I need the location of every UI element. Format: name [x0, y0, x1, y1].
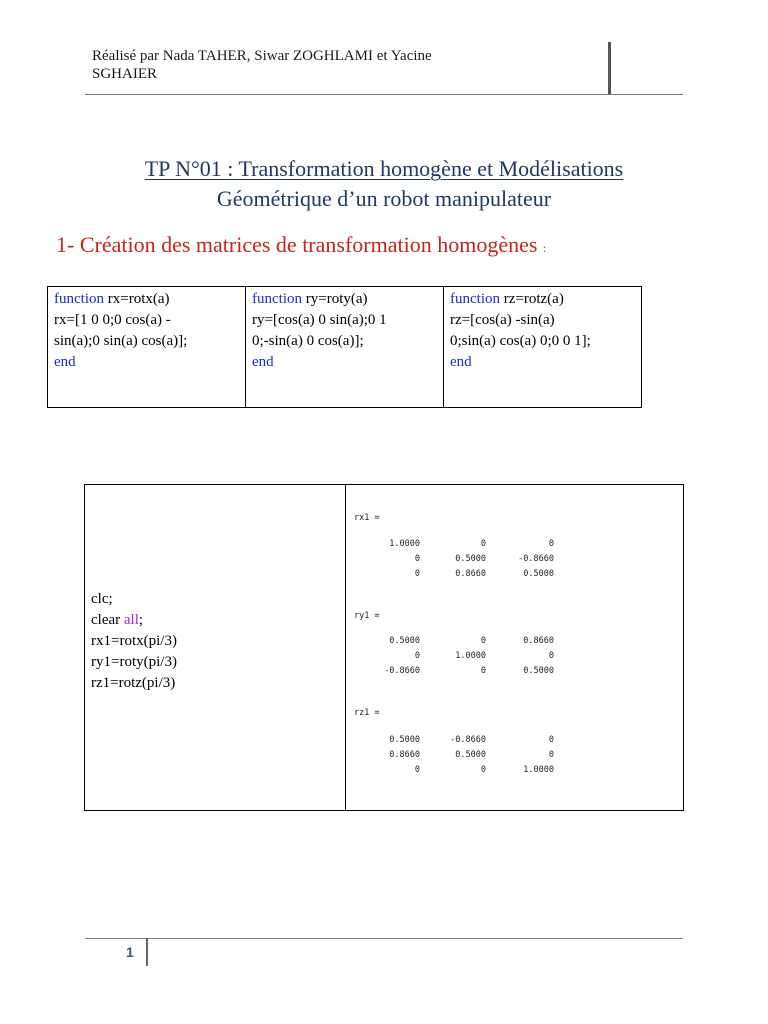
matrix-cell: 0	[414, 569, 420, 579]
header-vertical-bar	[608, 42, 611, 94]
function-body-line: rz=[cos(a) -sin(a)	[450, 312, 555, 328]
matrix-row	[346, 636, 556, 648]
matrix-cell: 0.5000	[523, 666, 554, 676]
matrix-cell: 0	[548, 651, 554, 661]
matrix-cell: 0	[480, 666, 486, 676]
matrix-cell: 1.0000	[523, 765, 554, 775]
keyword-function: function	[252, 291, 302, 307]
title-line1: TP N°01 : Transformation homogène et Modélisations	[144, 156, 624, 181]
matrix-cell: 0.5000	[455, 750, 486, 760]
function-cell-rotx	[48, 287, 246, 408]
matrix-cell: 0	[414, 651, 420, 661]
function-definitions-table	[47, 286, 642, 408]
matrix-cell: 0	[414, 765, 420, 775]
header-authors-line2: SGHAIER	[92, 66, 158, 82]
function-body-line: sin(a);0 sin(a) cos(a)];	[54, 333, 188, 349]
footer-vertical-bar	[146, 938, 148, 966]
matrix-cell: 0	[480, 636, 486, 646]
matrix-cell: 0	[414, 554, 420, 564]
script-text: ;	[138, 612, 144, 628]
matrix-cell: 1.0000	[455, 651, 486, 661]
function-body-line: 0;-sin(a) 0 cos(a)];	[252, 333, 364, 349]
matrix-row	[346, 765, 556, 777]
matrix-cell: 0.8660	[523, 636, 554, 646]
keyword-end: end	[450, 354, 472, 370]
matrix-row	[346, 666, 556, 678]
matrix-row	[346, 651, 556, 663]
matrix-cell: -0.8660	[384, 666, 420, 676]
function-body-line: ry=[cos(a) 0 sin(a);0 1	[252, 312, 387, 328]
matrix-row	[346, 735, 556, 747]
footer-rule	[85, 938, 683, 939]
script-output-table	[84, 484, 684, 811]
script-text: clear	[91, 612, 124, 628]
output-label-rx1: rx1 =	[354, 513, 380, 523]
title-line2: Géométrique d’un robot manipulateur	[216, 186, 552, 211]
function-body-line: 0;sin(a) cos(a) 0;0 0 1];	[450, 333, 591, 349]
keyword-function: function	[450, 291, 500, 307]
script-cell	[85, 485, 346, 811]
keyword-end: end	[252, 354, 274, 370]
header-authors	[92, 47, 562, 83]
output-cell	[346, 485, 684, 811]
section-heading	[56, 232, 546, 258]
matrix-row	[346, 569, 556, 581]
matrix-cell: 0.8660	[455, 569, 486, 579]
matrix-cell: 0	[548, 735, 554, 745]
keyword-end: end	[54, 354, 76, 370]
section-heading-text: 1- Création des matrices de transformation homogènes	[56, 232, 538, 257]
function-signature: rz=rotz(a)	[503, 291, 564, 307]
header-authors-line1: Réalisé par Nada TAHER, Siwar ZOGHLAMI et Yacine	[92, 48, 432, 64]
page-number: 1	[126, 944, 134, 960]
matrix-cell: 0	[548, 750, 554, 760]
matrix-cell: 0.5000	[455, 554, 486, 564]
matrix-cell: 0	[480, 765, 486, 775]
output-label-rz1: rz1 =	[354, 708, 380, 718]
script-line: ry1=roty(pi/3)	[91, 654, 177, 670]
script-line: clc;	[91, 591, 113, 607]
matrix-cell: -0.8660	[450, 735, 486, 745]
matrix-row	[346, 554, 556, 566]
matrix-row	[346, 750, 556, 762]
keyword-all: all	[123, 612, 139, 628]
matrix-cell: -0.8660	[518, 554, 554, 564]
matrix-cell: 0.5000	[389, 735, 420, 745]
header-rule	[85, 94, 683, 95]
section-heading-colon: :	[542, 241, 547, 255]
matrix-row	[346, 539, 556, 551]
script-line	[91, 610, 339, 631]
matrix-cell: 0	[480, 539, 486, 549]
function-cell-roty	[246, 287, 444, 408]
matrix-cell: 0	[548, 539, 554, 549]
script-line: rx1=rotx(pi/3)	[91, 633, 177, 649]
matrix-cell: 0.5000	[389, 636, 420, 646]
page-title	[0, 154, 768, 214]
script-line: rz1=rotz(pi/3)	[91, 675, 176, 691]
matrix-cell: 0.8660	[389, 750, 420, 760]
function-signature: rx=rotx(a)	[107, 291, 170, 307]
output-label-ry1: ry1 =	[354, 611, 380, 621]
keyword-function: function	[54, 291, 104, 307]
function-signature: ry=roty(a)	[305, 291, 368, 307]
function-cell-rotz	[444, 287, 642, 408]
function-body-line: rx=[1 0 0;0 cos(a) -	[54, 312, 171, 328]
matrix-cell: 0.5000	[523, 569, 554, 579]
matrix-cell: 1.0000	[389, 539, 420, 549]
